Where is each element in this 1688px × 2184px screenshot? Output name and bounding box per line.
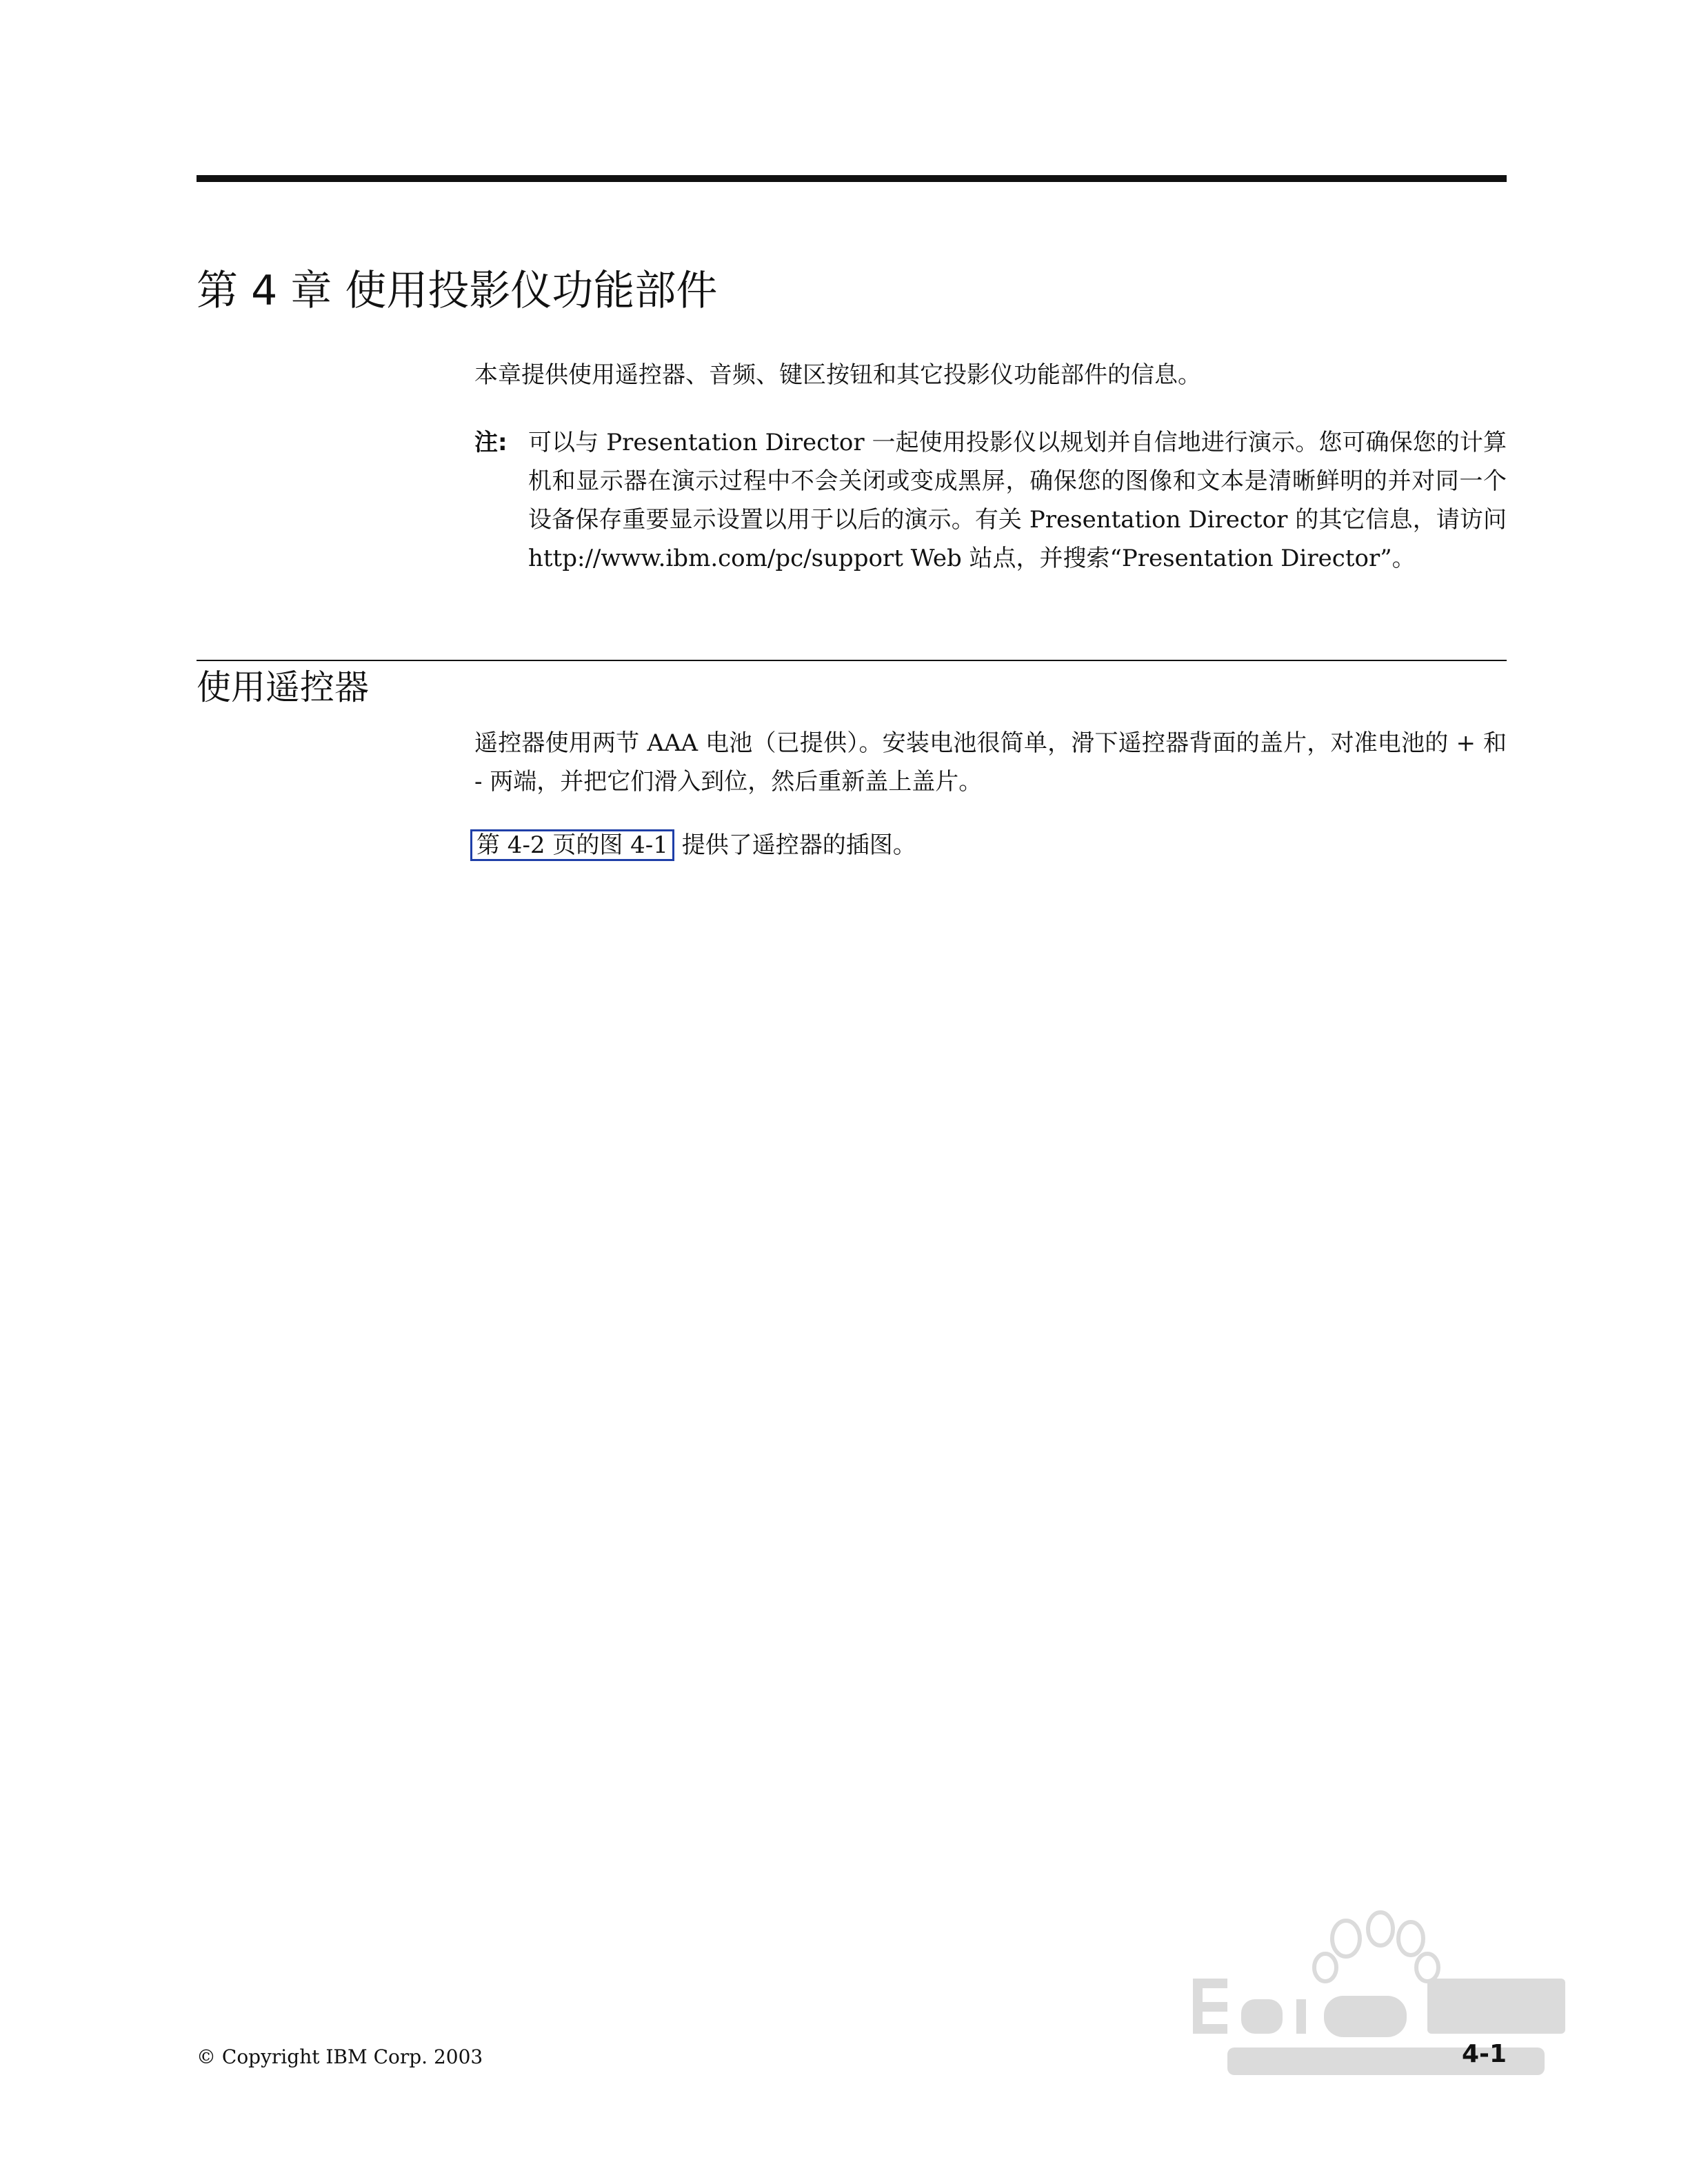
chapter-top-rule bbox=[197, 175, 1507, 182]
note-text: 可以与 Presentation Director 一起使用投影仪以规划并自信地进行演示。您可确保您的计算机和显示器在演示过程中不会关闭或变成黑屏，确保您的图像和文本是清晰鲜明的并对同一个设备保存重要显示设置以用于以后的演示。有关 Presentation Director 的其它信息，请访问 http://www.ibm.com/pc/support Web 站点，并搜索“Presentation Director”。 bbox=[528, 429, 1507, 572]
figure-reference-paragraph bbox=[474, 826, 1507, 865]
note-block bbox=[474, 423, 1507, 578]
section-rule bbox=[197, 660, 1507, 661]
baidu-watermark-logo bbox=[1165, 1896, 1579, 2082]
chapter-title: 第 4 章 使用投影仪功能部件 bbox=[197, 267, 718, 315]
footer-copyright: © Copyright IBM Corp. 2003 bbox=[197, 2045, 483, 2068]
figure-reference-text: 提供了遥控器的插图。 bbox=[674, 831, 916, 859]
chapter-intro: 本章提供使用遥控器、音频、键区按钮和其它投影仪功能部件的信息。 bbox=[474, 361, 1201, 389]
remote-battery-paragraph: 遥控器使用两节 AAA 电池（已提供）。安装电池很简单，滑下遥控器背面的盖片，对准电池的 + 和 - 两端，并把它们滑入到位，然后重新盖上盖片。 bbox=[474, 729, 1507, 796]
figure-xref-link[interactable]: 第 4-2 页的图 4-1 bbox=[470, 829, 674, 861]
footer-page-number: 4-1 bbox=[1461, 2040, 1507, 2068]
section-heading: 使用遥控器 bbox=[197, 667, 369, 707]
note-label: 注: bbox=[474, 429, 508, 456]
